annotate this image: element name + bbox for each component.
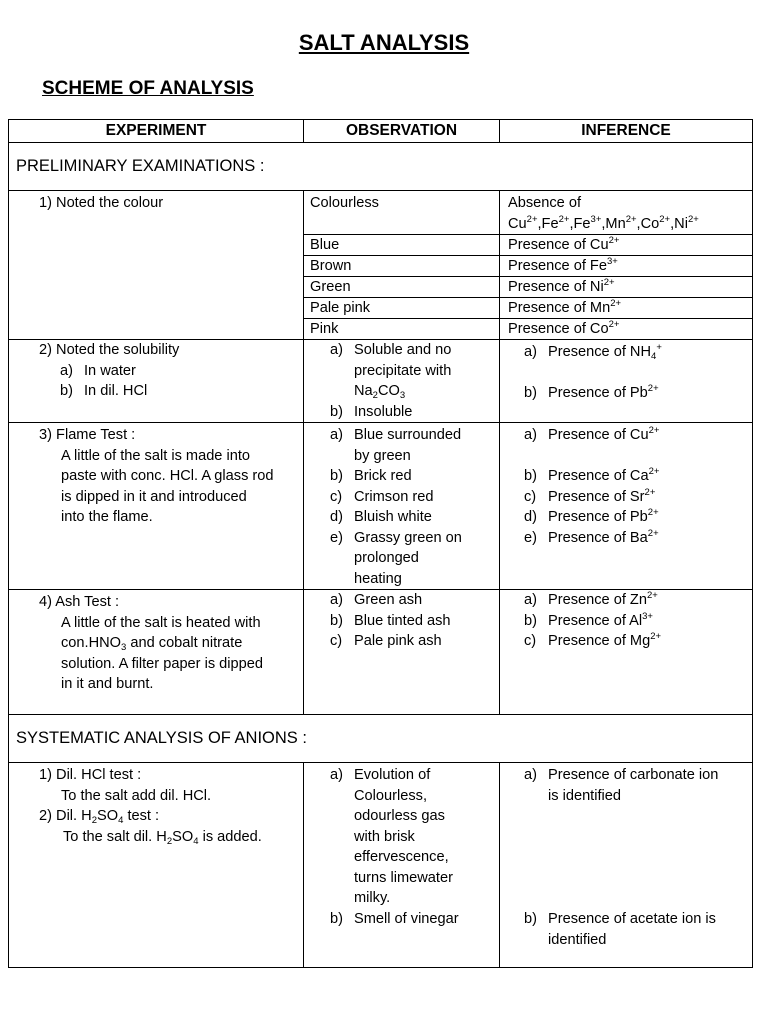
list-item: d) Presence of $Pb^{2+}$: [524, 507, 659, 525]
list-item: a) Soluble and no precipitate with $Na_2CO_3$: [330, 342, 452, 401]
inference-flame-test: [500, 423, 752, 589]
list-item: b) Blue tinted ash: [330, 612, 451, 629]
experiment-title: 2) Noted the solubility: [39, 342, 180, 358]
table-row-ash-test: [9, 589, 752, 714]
experiment-text: in it and burnt.: [61, 676, 154, 692]
experiment-title: 3) Flame Test :: [39, 427, 136, 443]
list-item: b) Smell of vinegar: [330, 910, 459, 927]
list-item: a) Presence of $Cu^{2+}$: [524, 425, 660, 443]
observation-solubility: [304, 340, 500, 422]
experiment-text: into the flame.: [61, 509, 153, 525]
list-item: a) Green ash: [330, 592, 423, 608]
observation-cell: Colourless: [304, 191, 500, 234]
list-item: a) Presence of $NH_4^+$: [524, 342, 662, 362]
table-row-anion-tests: [9, 762, 752, 967]
observation-cell: Pink: [304, 319, 500, 339]
list-item: b) Presence of $Ca^{2+}$: [524, 466, 660, 484]
experiment-text: is dipped in it and introduced: [61, 488, 247, 505]
inference-ash-test: [500, 590, 752, 714]
header-inference: INFERENCE: [581, 122, 671, 139]
observation-ash-test: [304, 590, 500, 714]
page-title: SALT ANALYSIS: [298, 30, 470, 55]
experiment-text: To the salt dil. $H_2SO_4$ is added.: [63, 828, 262, 847]
list-item: b) Presence of $Pb^{2+}$: [524, 383, 659, 401]
list-item: b) Presence of $Al^{3+}$: [524, 610, 653, 629]
experiment-colour: 1) Noted the colour: [9, 191, 304, 339]
experiment-text: $con.HNO_3$ and cobalt nitrate: [61, 635, 243, 653]
header-experiment: EXPERIMENT: [9, 120, 304, 142]
inference-text: Absence of: [508, 195, 582, 211]
list-item: a) Blue surrounded by green: [330, 427, 462, 464]
inference-solubility: [500, 340, 752, 422]
colour-row-green: [304, 276, 752, 297]
observation-cell: Green: [304, 277, 500, 297]
table-header-row: [9, 120, 752, 142]
list-item: b) Presence of acetate ion is identified: [524, 911, 716, 948]
section-preliminary: PRELIMINARY EXAMINATIONS :: [16, 157, 265, 176]
experiment-text: solution. A filter paper is dipped: [61, 655, 264, 672]
experiment-text: A little of the salt is made into: [61, 447, 251, 464]
page-subtitle: SCHEME OF ANALYSIS: [42, 78, 254, 99]
inference-cell: Presence of $Ni^{2+}$: [508, 277, 615, 295]
list-item: c) Crimson red: [330, 488, 434, 505]
header-observation: OBSERVATION: [304, 120, 500, 142]
table-row-solubility: [9, 339, 752, 422]
experiment-title: 2) Dil. $H_2SO_4$ test :: [39, 808, 160, 826]
list-item: b) Brick red: [330, 468, 412, 484]
list-item: e) Presence of $Ba^{2+}$: [524, 527, 659, 546]
list-item: c) Pale pink ash: [330, 633, 442, 649]
observation-cell: Pale pink: [304, 298, 500, 318]
list-item: d) Bluish white: [330, 509, 432, 525]
experiment-anion-tests: [9, 763, 304, 967]
inference-cell: Presence of $Co^{2+}$: [508, 319, 620, 337]
observation-flame-test: [304, 423, 500, 589]
section-anions: SYSTEMATIC ANALYSIS OF ANIONS :: [16, 729, 307, 748]
list-item: a) Presence of carbonate ion is identified: [524, 767, 719, 804]
inference-cell: Presence of $Mn^{2+}$: [508, 298, 622, 316]
list-item: a) Presence of $Zn^{2+}$: [524, 590, 658, 608]
experiment-solubility: [9, 340, 304, 422]
inference-cell: [500, 191, 752, 234]
list-item: c) Presence of $Sr^{2+}$: [524, 486, 656, 505]
colour-row-blue: [304, 234, 752, 255]
inference-cell: Presence of $Fe^{3+}$: [508, 256, 618, 274]
colour-row-pale-pink: [304, 297, 752, 318]
inference-cell: Presence of $Cu^{2+}$: [508, 235, 620, 253]
list-item: b) In dil. HCl: [60, 383, 148, 399]
observation-anion-tests: [304, 763, 500, 967]
analysis-table: [8, 119, 753, 968]
experiment-ash-test: [9, 590, 304, 714]
experiment-text: A little of the salt is heated with: [61, 614, 261, 631]
table-row-colour: [9, 190, 752, 339]
list-item: a) In water: [60, 362, 136, 379]
ion-list: $Cu^{2+},Fe^{2+},Fe^{3+},Mn^{2+},Co^{2+},Ni^{2+}$: [508, 213, 699, 232]
list-item: b) Insoluble: [330, 403, 413, 420]
colour-row-colourless: [304, 191, 752, 234]
table-row-flame-test: [9, 422, 752, 589]
experiment-title: 1) Dil. HCl test :: [39, 767, 142, 783]
section-row: [9, 142, 752, 190]
observation-cell: Brown: [304, 256, 500, 276]
experiment-title: 4) Ash Test :: [39, 594, 120, 610]
list-item: c) Presence of $Mg^{2+}$: [524, 631, 662, 649]
inference-anion-tests: [500, 763, 752, 967]
experiment-text: paste with conc. HCl. A glass rod: [61, 468, 274, 484]
experiment-flame-test: [9, 423, 304, 589]
colour-row-brown: [304, 255, 752, 276]
observation-cell: Blue: [304, 235, 500, 255]
colour-row-pink: [304, 318, 752, 339]
experiment-text: To the salt add dil. HCl.: [61, 787, 212, 804]
section-row: [9, 714, 752, 762]
list-item: e) Grassy green on prolonged heating: [330, 529, 462, 587]
list-item: a) Evolution of Colourless, odourless gas with brisk effervescence, turns limewater milky.: [330, 767, 453, 906]
